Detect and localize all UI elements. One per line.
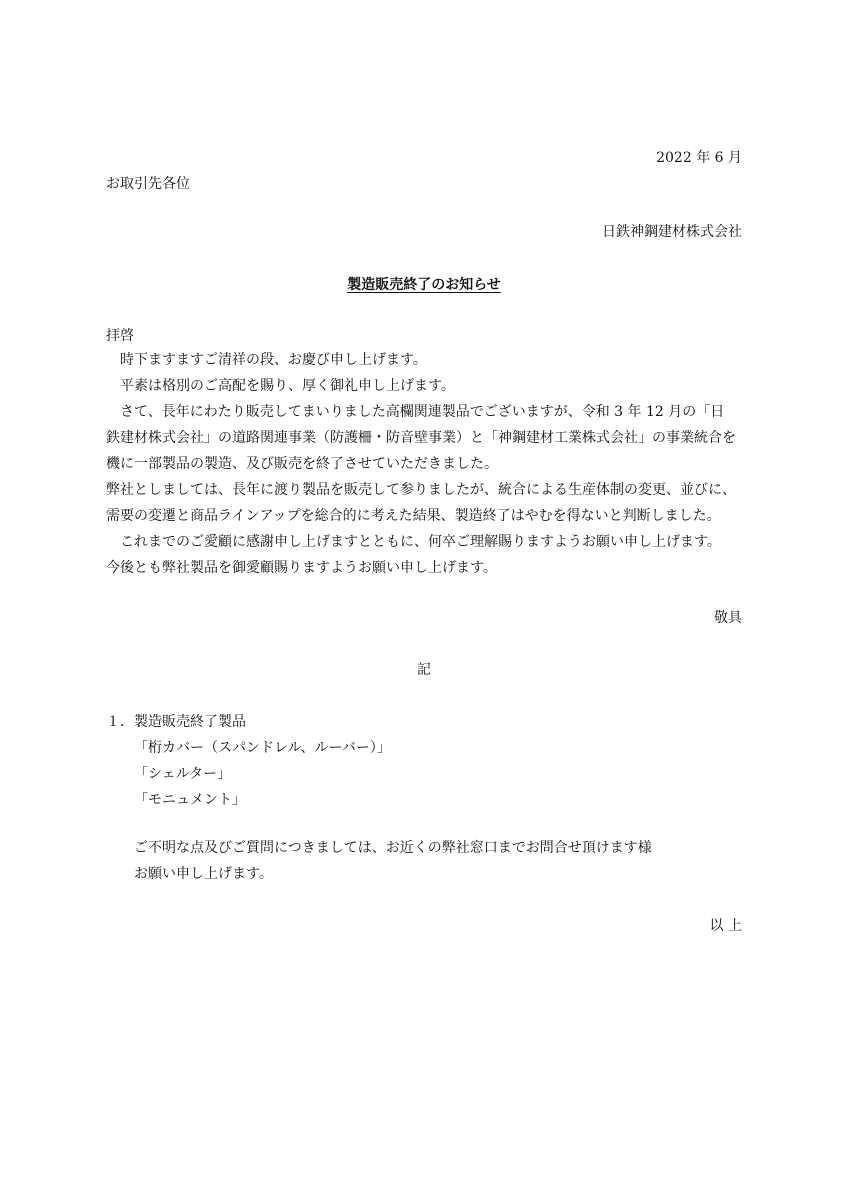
body-paragraph-line: 需要の変遷と商品ラインアップを総合的に考えた結果、製造終了はやむを得ないと判断しました。 bbox=[106, 508, 721, 524]
opening-salutation: 拝啓 bbox=[106, 328, 134, 344]
body-paragraph-line: さて、長年にわたり販売してまいりました高欄関連製品でございますが、令和 3 年 12 月の「日 bbox=[120, 404, 725, 420]
body-paragraph-line: 機に一部製品の製造、及び販売を終了させていただきました。 bbox=[106, 456, 498, 472]
end-mark: 以 上 bbox=[709, 918, 742, 934]
recipient: お取引先各位 bbox=[106, 176, 190, 192]
body-paragraph-line: 時下ますますご清祥の段、お慶び申し上げます。 bbox=[120, 352, 427, 368]
item-heading: １．製造販売終了製品 bbox=[106, 714, 246, 730]
contact-note-line: お願い申し上げます。 bbox=[134, 866, 273, 882]
letter-title: 製造販売終了のお知らせ bbox=[347, 277, 501, 293]
body-paragraph-line: 今後とも弊社製品を御愛顧賜りますようお願い申し上げます。 bbox=[106, 560, 497, 576]
body-paragraph-line: 鉄建材株式会社」の道路関連事業（防護柵・防音壁事業）と「神鋼建材工業株式会社」の事業統合を bbox=[106, 430, 736, 446]
body-paragraph-line: これまでのご愛顧に感謝申し上げますとともに、何卒ご理解賜りますようお願い申し上げます。 bbox=[120, 534, 721, 550]
contact-note-line: ご不明な点及びご質問につきましては、お近くの弊社窓口までお問合せ頂けます様 bbox=[134, 840, 652, 856]
sender-company: 日鉄神鋼建材株式会社 bbox=[602, 224, 742, 240]
letter-date: 2022 年 6 月 bbox=[656, 150, 742, 166]
closing-salutation: 敬具 bbox=[714, 610, 742, 626]
ki-heading: 記 bbox=[417, 662, 431, 678]
body-paragraph-line: 弊社としましては、長年に渡り製品を販売して参りましたが、統合による生産体制の変更、並びに、 bbox=[106, 482, 736, 498]
body-paragraph-line: 平素は格別のご高配を賜り、厚く御礼申し上げます。 bbox=[120, 378, 455, 394]
product-item: 「シェルター」 bbox=[134, 766, 232, 782]
product-item: 「モニュメント」 bbox=[134, 792, 246, 808]
product-item: 「桁カバー（スパンドレル、ルーバー）」 bbox=[134, 740, 391, 756]
